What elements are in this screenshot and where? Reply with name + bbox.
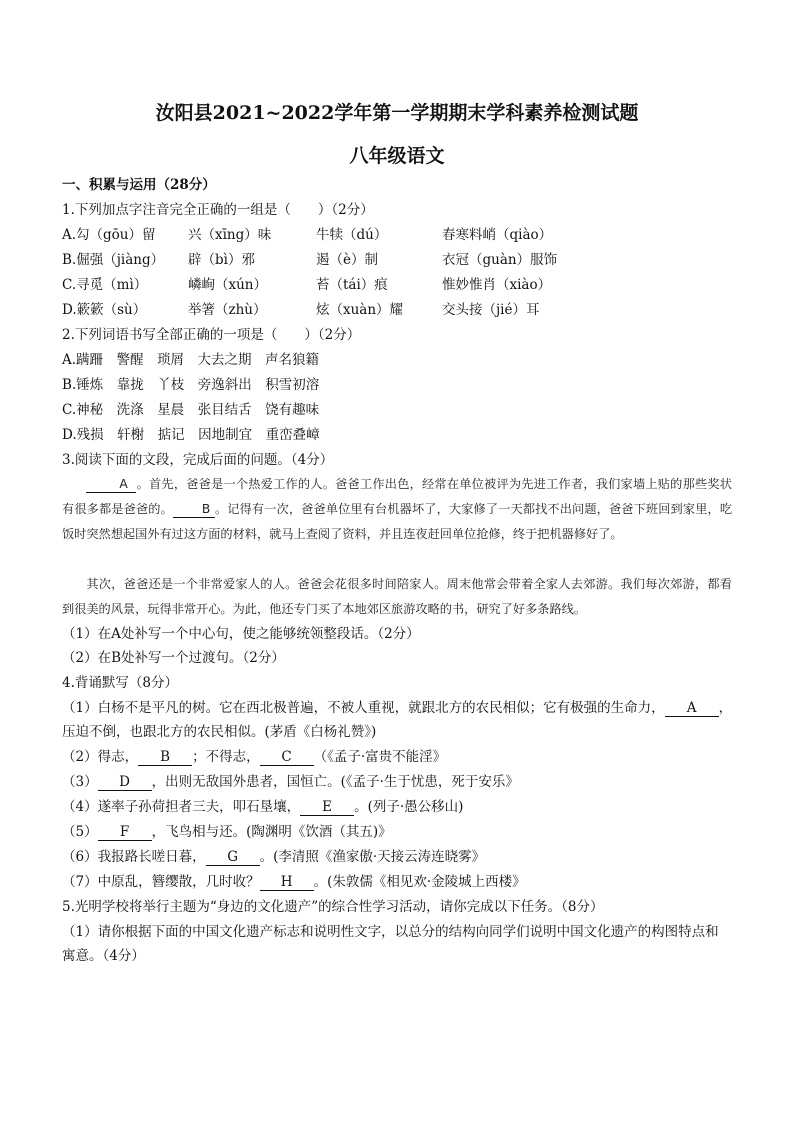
q4-line-2 — [62, 747, 446, 767]
q4-l2-post: （《孟子·富贵不能淫》 — [313, 749, 447, 765]
q4-l6-post: 。(李清照《渔家傲·天接云涛连晓雾》 — [259, 849, 486, 865]
q3-p1-text-b: 。记得有一次，爸爸单位里有台机器坏了，大家修了一天都找不出问题，爸爸下班回到家里，吃饭时突然想起国外有过这方面的材料，就马上查阅了资料，并且连夜赶回单位抢修，终于把机器修好了。 — [62, 502, 733, 541]
q1-b-4: 衣冠（guàn）服饰 — [442, 252, 558, 268]
section-title: 一、积累与运用（28分） — [62, 177, 216, 193]
q4-line-5 — [62, 822, 392, 842]
q4-l7-pre: （7）中原乱，簪缨散，几时收？ — [62, 874, 260, 890]
q3-sub-1: （1）在A处补写一个中心句，使之能够统领整段话。（2分） — [62, 626, 420, 642]
q1-d-1: D.簌簌（sù） — [62, 302, 147, 318]
q4-blank-c: C — [260, 749, 314, 766]
q5-stem: 5.光明学校将举行主题为“身边的文化遗产”的综合性学习活动，请你完成以下任务。（8分） — [62, 899, 604, 915]
q1-a-1: A.勾（gōu）留 — [62, 227, 156, 243]
q4-l4-post: 。(列子·愚公移山) — [354, 799, 464, 815]
q4-blank-f: F — [98, 824, 152, 841]
q4-l4-pre: （4）遂率子孙荷担者三夫，叩石垦壤， — [62, 799, 301, 815]
q4-line-3 — [62, 772, 519, 792]
q4-l5-post: ，飞鸟相与还。(陶渊明《饮酒（其五)》 — [151, 824, 392, 840]
q4-blank-h: H — [260, 874, 314, 891]
q1-a-4: 春寒料峭（qiào） — [442, 227, 553, 243]
q2-option-b: B.锤炼 靠拢 丫枝 旁逸斜出 积雪初溶 — [62, 377, 320, 393]
q1-option-c — [62, 275, 551, 295]
q2-stem: 2.下列词语书写全部正确的一项是（ ）（2分） — [62, 327, 361, 343]
q1-c-3: 苔（tái）痕 — [316, 277, 388, 293]
q1-b-1: B.倔强（jiàng） — [62, 252, 165, 268]
q1-option-a — [62, 225, 552, 245]
q4-line-7 — [62, 872, 526, 892]
q1-option-d — [62, 300, 540, 320]
q3-paragraph-1 — [62, 472, 732, 547]
q3-paragraph-2: 其次，爸爸还是一个非常爱家人的人。爸爸会花很多时间陪家人。周末他常会带着全家人去郊游。我们每次郊游，都看到很美的风景，玩得非常开心。为此，他还专门买了本地郊区旅游攻略的书，研究了好多条路线。 — [62, 577, 732, 616]
exam-subtitle: 八年级语文 — [349, 145, 445, 167]
q1-b-2: 辟（bì）邪 — [188, 252, 255, 268]
q4-l2-mid: ；不得志， — [192, 749, 260, 765]
q1-d-3: 炫（xuàn）耀 — [316, 302, 404, 318]
q2-option-d: D.残损 轩榭 掂记 因地制宜 重峦叠嶂 — [62, 427, 320, 443]
q4-l1-pre: （1）白杨不是平凡的树。它在西北极普遍，不被人重视，就跟北方的农民相似；它有极强的生命力， — [62, 700, 665, 716]
q3-sub-2: （2）在B处补写一个过渡句。（2分） — [62, 650, 285, 666]
q4-line-1 — [62, 698, 732, 718]
q1-c-1: C.寻觅（mì） — [62, 277, 148, 293]
q4-stem: 4.背诵默写（8分） — [62, 675, 178, 691]
q4-l6-pre: （6）我报路长嗟日暮， — [62, 849, 206, 865]
q3-blank-a: A — [86, 476, 136, 493]
q1-d-2: 举箸（zhù） — [188, 302, 267, 318]
q4-l3-post: ，出则无敌国外患者，国恒亡。(《孟子·生于忧患，死于安乐》 — [151, 774, 519, 790]
q3-stem: 3.阅读下面的文段，完成后面的问题。（4分） — [62, 452, 334, 468]
q4-l1-post: ， — [718, 700, 733, 716]
q2-option-a: A.蹒跚 警醒 琐屑 大去之期 声名狼籍 — [62, 352, 320, 368]
q4-l3-pre: （3） — [62, 774, 98, 790]
q5-sub-1: （1）请你根据下面的中国文化遗产标志和说明性文字，以总分的结构向同学们说明中国文化遗产的构图特点和寓意。（4分） — [62, 924, 719, 964]
q4-blank-a: A — [665, 700, 719, 717]
q4-blank-d: D — [98, 774, 152, 791]
q4-l2-pre: （2）得志， — [62, 749, 139, 765]
exam-title: 汝阳县2021~2022学年第一学期期末学科素养检测试题 — [155, 102, 639, 124]
q1-a-3: 牛犊（dú） — [316, 227, 388, 243]
q1-stem: 1.下列加点字注音完全正确的一组是（ ）（2分） — [62, 202, 374, 218]
q2-option-c: C.神秘 洗涤 星晨 张目结舌 饶有趣味 — [62, 402, 320, 418]
q4-line-6 — [62, 847, 485, 867]
q1-c-4: 惟妙惟肖（xiào） — [442, 277, 552, 293]
q1-option-b — [62, 250, 557, 270]
q4-line-1-cont: 压迫不倒，也跟北方的农民相似。(茅盾《白杨礼赞》) — [62, 724, 377, 740]
q1-c-2: 嶙峋（xún） — [188, 277, 268, 293]
q4-line-4 — [62, 797, 463, 817]
q4-blank-e: E — [300, 799, 354, 816]
q1-d-4: 交头接（jié）耳 — [442, 302, 540, 318]
q4-blank-b: B — [138, 749, 192, 766]
q4-l5-pre: （5） — [62, 824, 98, 840]
q1-a-2: 兴（xīng）味 — [188, 227, 272, 243]
q3-blank-b: B — [173, 501, 215, 518]
q1-b-3: 遏（è）制 — [316, 252, 378, 268]
q4-l7-post: 。(朱敦儒《相见欢·金陵城上西楼》 — [313, 874, 526, 890]
q4-blank-g: G — [206, 849, 260, 866]
q3-p1-text-a: 。首先，爸爸是一个热爱工作的人。爸爸工作出色，经常在单位被评为先进工作者，我们家墙上贴的那些奖状有很多都是爸爸的。 — [62, 477, 732, 516]
